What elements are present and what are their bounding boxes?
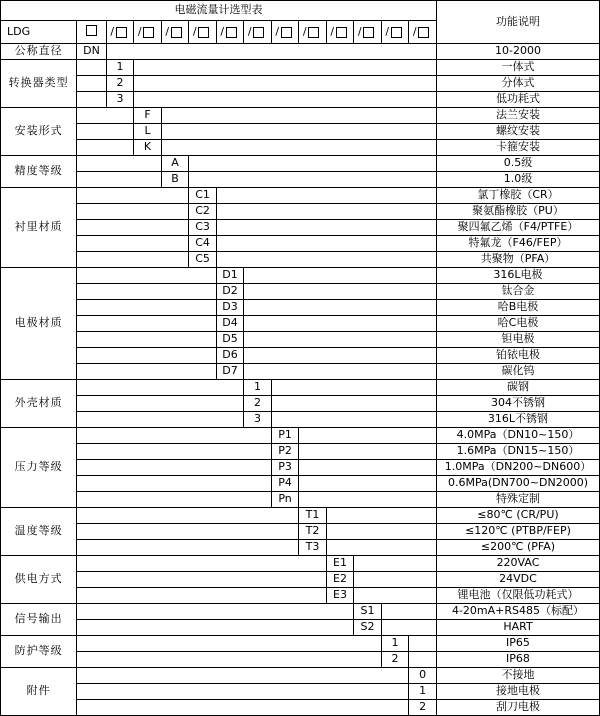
spacer-right <box>244 300 437 316</box>
spacer-right <box>134 60 437 76</box>
category-label: 精度等级 <box>1 156 77 188</box>
spacer-left <box>77 268 217 284</box>
option-description: 聚氨酯橡胶（PU） <box>436 204 599 220</box>
spacer-right <box>161 124 436 140</box>
table-row <box>1 268 600 284</box>
table-row <box>1 684 600 700</box>
option-code[interactable]: S2 <box>354 620 382 636</box>
option-description: IP68 <box>436 652 599 668</box>
code-box[interactable]: / <box>189 21 217 44</box>
table-row <box>1 444 600 460</box>
table-row <box>1 252 600 268</box>
table-row <box>1 108 600 124</box>
spacer-right <box>354 572 437 588</box>
option-code[interactable]: K <box>134 140 162 156</box>
spacer-left <box>77 652 382 668</box>
spacer-left <box>77 364 217 380</box>
option-description: 分体式 <box>436 76 599 92</box>
code-box[interactable]: / <box>106 21 134 44</box>
option-description: 1.6MPa（DN15~150） <box>436 444 599 460</box>
table-header-row <box>1 1 600 21</box>
option-description: 一体式 <box>436 60 599 76</box>
table-row <box>1 524 600 540</box>
table-row <box>1 92 600 108</box>
option-description: 1.0级 <box>436 172 599 188</box>
spacer-left <box>77 92 107 108</box>
table-row <box>1 556 600 572</box>
spacer-left <box>77 172 162 188</box>
spacer-left <box>77 556 327 572</box>
spacer-right <box>216 252 436 268</box>
category-label: 供电方式 <box>1 556 77 604</box>
option-code[interactable]: 3 <box>244 412 272 428</box>
spacer-left <box>77 204 189 220</box>
category-label: 安装形式 <box>1 108 77 156</box>
spacer-left <box>77 220 189 236</box>
table-row <box>1 428 600 444</box>
code-box[interactable]: / <box>299 21 327 44</box>
spacer-left <box>77 508 299 524</box>
option-description: 刮刀电极 <box>436 700 599 716</box>
option-description: 钽电极 <box>436 332 599 348</box>
spacer-right <box>381 620 436 636</box>
table-row <box>1 204 600 220</box>
table-row <box>1 44 600 60</box>
spacer-left <box>77 460 272 476</box>
option-code[interactable]: C4 <box>189 236 217 252</box>
category-label: 外壳材质 <box>1 380 77 428</box>
spacer-left <box>77 60 107 76</box>
spacer-left <box>77 444 272 460</box>
option-description: 304不锈钢 <box>436 396 599 412</box>
option-code[interactable]: D6 <box>216 348 244 364</box>
option-code[interactable]: C1 <box>189 188 217 204</box>
option-code[interactable]: 2 <box>381 652 409 668</box>
spacer-left <box>77 700 409 716</box>
option-description: 10-2000 <box>436 44 599 60</box>
spacer-right <box>326 524 436 540</box>
category-label: 转换器类型 <box>1 60 77 108</box>
spacer-right <box>271 380 436 396</box>
option-description: 低功耗式 <box>436 92 599 108</box>
option-description: 卡箍安装 <box>436 140 599 156</box>
spacer-right <box>216 204 436 220</box>
spacer-right <box>299 460 437 476</box>
spacer-left <box>77 636 382 652</box>
spacer-left <box>77 492 272 508</box>
spacer-right <box>244 268 437 284</box>
spacer-right <box>244 348 437 364</box>
option-code[interactable]: A <box>161 156 189 172</box>
option-description: 316L不锈钢 <box>436 412 599 428</box>
code-box[interactable]: / <box>134 21 162 44</box>
category-label: 附件 <box>1 668 77 716</box>
option-description: 钛合金 <box>436 284 599 300</box>
spacer-right <box>216 236 436 252</box>
option-description: 316L电极 <box>436 268 599 284</box>
option-code[interactable]: E2 <box>326 572 354 588</box>
option-code[interactable]: P2 <box>271 444 299 460</box>
option-code[interactable]: D5 <box>216 332 244 348</box>
table-row <box>1 460 600 476</box>
table-row <box>1 60 600 76</box>
option-description: 哈B电极 <box>436 300 599 316</box>
spacer-right <box>244 332 437 348</box>
option-description: 碳钢 <box>436 380 599 396</box>
option-description: 锂电池（仅限低功耗式） <box>436 588 599 604</box>
spacer-right <box>299 492 437 508</box>
option-description: 特殊定制 <box>436 492 599 508</box>
spacer-right <box>106 44 436 60</box>
spacer-left <box>77 668 409 684</box>
option-description: 共聚物（PFA） <box>436 252 599 268</box>
spacer-left <box>77 284 217 300</box>
table-row <box>1 284 600 300</box>
category-label: 电极材质 <box>1 268 77 380</box>
function-desc-header: 功能说明 <box>436 1 599 44</box>
table-row <box>1 604 600 620</box>
option-code[interactable]: 0 <box>409 668 437 684</box>
option-description: ≤80℃ (CR/PU) <box>436 508 599 524</box>
spacer-right <box>299 444 437 460</box>
option-code[interactable]: P4 <box>271 476 299 492</box>
spacer-left <box>77 252 189 268</box>
table-row <box>1 140 600 156</box>
code-box[interactable] <box>77 21 107 44</box>
option-code[interactable]: C3 <box>189 220 217 236</box>
option-code[interactable]: DN <box>77 44 107 60</box>
option-description: 碳化钨 <box>436 364 599 380</box>
spacer-left <box>77 188 189 204</box>
option-description: 铂铱电极 <box>436 348 599 364</box>
spacer-left <box>77 476 272 492</box>
category-label: 公称直径 <box>1 44 77 60</box>
table-row <box>1 700 600 716</box>
spacer-left <box>77 348 217 364</box>
table-row <box>1 540 600 556</box>
table-row <box>1 588 600 604</box>
table-row <box>1 332 600 348</box>
option-code[interactable]: 3 <box>106 92 134 108</box>
option-code[interactable]: 2 <box>409 700 437 716</box>
spacer-right <box>189 172 437 188</box>
option-description: 聚四氟乙烯（F4/PTFE） <box>436 220 599 236</box>
table-row <box>1 508 600 524</box>
table-row <box>1 620 600 636</box>
spacer-right <box>189 156 437 172</box>
table-row <box>1 156 600 172</box>
option-code[interactable]: D7 <box>216 364 244 380</box>
code-box[interactable]: / <box>161 21 189 44</box>
option-description: 1.0MPa（DN200~DN600） <box>436 460 599 476</box>
category-label: 温度等级 <box>1 508 77 556</box>
option-code[interactable]: L <box>134 124 162 140</box>
table-body <box>1 1 600 716</box>
model-prefix: LDG <box>1 21 77 44</box>
spacer-left <box>77 108 134 124</box>
spacer-right <box>326 508 436 524</box>
spacer-right <box>216 188 436 204</box>
option-code[interactable]: C5 <box>189 252 217 268</box>
option-description: 0.6MPa(DN700~DN2000) <box>436 476 599 492</box>
spacer-right <box>244 364 437 380</box>
spacer-right <box>134 76 437 92</box>
option-description: 4-20mA+RS485（标配） <box>436 604 599 620</box>
code-box[interactable]: / <box>354 21 382 44</box>
code-box[interactable]: / <box>244 21 272 44</box>
spacer-left <box>77 428 272 444</box>
spacer-right <box>161 108 436 124</box>
table-row <box>1 220 600 236</box>
table-title: 电磁流量计选型表 <box>1 1 437 21</box>
spacer-left <box>77 76 107 92</box>
table-row <box>1 572 600 588</box>
option-description: 220VAC <box>436 556 599 572</box>
spacer-left <box>77 604 354 620</box>
table-row <box>1 172 600 188</box>
table-row <box>1 364 600 380</box>
option-code[interactable]: T2 <box>299 524 327 540</box>
code-box[interactable]: / <box>216 21 244 44</box>
option-description: 螺纹安装 <box>436 124 599 140</box>
option-code[interactable]: 1 <box>381 636 409 652</box>
spacer-left <box>77 412 244 428</box>
option-code[interactable]: 2 <box>106 76 134 92</box>
option-description: 法兰安装 <box>436 108 599 124</box>
option-code[interactable]: 1 <box>409 684 437 700</box>
option-description: 氯丁橡胶（CR） <box>436 188 599 204</box>
spacer-right <box>409 636 437 652</box>
option-description: IP65 <box>436 636 599 652</box>
option-code[interactable]: D3 <box>216 300 244 316</box>
spacer-left <box>77 572 327 588</box>
category-label: 防护等级 <box>1 636 77 668</box>
spacer-left <box>77 300 217 316</box>
table-row <box>1 396 600 412</box>
spacer-left <box>77 524 299 540</box>
option-code[interactable]: D2 <box>216 284 244 300</box>
option-description: 不接地 <box>436 668 599 684</box>
spacer-right <box>216 220 436 236</box>
spacer-right <box>409 652 437 668</box>
option-description: 特氟龙（F46/FEP） <box>436 236 599 252</box>
spacer-right <box>271 396 436 412</box>
option-code[interactable]: E1 <box>326 556 354 572</box>
category-label: 衬里材质 <box>1 188 77 268</box>
option-code[interactable]: Pn <box>271 492 299 508</box>
table-row <box>1 236 600 252</box>
spacer-right <box>271 412 436 428</box>
table-row <box>1 188 600 204</box>
option-description: 24VDC <box>436 572 599 588</box>
table-row <box>1 124 600 140</box>
table-row <box>1 380 600 396</box>
spacer-right <box>326 540 436 556</box>
option-code[interactable]: B <box>161 172 189 188</box>
table-row <box>1 76 600 92</box>
option-code[interactable]: 2 <box>244 396 272 412</box>
option-description: 4.0MPa（DN10~150） <box>436 428 599 444</box>
option-description: 接地电极 <box>436 684 599 700</box>
spacer-right <box>299 476 437 492</box>
option-code[interactable]: 1 <box>106 60 134 76</box>
option-description: ≤200℃ (PFA) <box>436 540 599 556</box>
spacer-left <box>77 236 189 252</box>
option-code[interactable]: P1 <box>271 428 299 444</box>
table-row <box>1 348 600 364</box>
option-code[interactable]: F <box>134 108 162 124</box>
table-row <box>1 636 600 652</box>
spacer-left <box>77 124 134 140</box>
option-code[interactable]: E3 <box>326 588 354 604</box>
spacer-left <box>77 140 134 156</box>
category-label: 信号输出 <box>1 604 77 636</box>
spacer-right <box>354 556 437 572</box>
option-description: HART <box>436 620 599 636</box>
spacer-left <box>77 540 299 556</box>
table-row <box>1 668 600 684</box>
spacer-left <box>77 316 217 332</box>
option-code[interactable]: P3 <box>271 460 299 476</box>
spacer-left <box>77 396 244 412</box>
option-code[interactable]: D4 <box>216 316 244 332</box>
spacer-right <box>161 140 436 156</box>
option-description: 0.5级 <box>436 156 599 172</box>
table-row <box>1 476 600 492</box>
code-box[interactable]: / <box>271 21 299 44</box>
table-row <box>1 300 600 316</box>
table-row <box>1 652 600 668</box>
spacer-right <box>134 92 437 108</box>
code-box[interactable]: / <box>409 21 437 44</box>
table-row <box>1 412 600 428</box>
option-description: ≤120℃ (PTBP/FEP) <box>436 524 599 540</box>
code-box[interactable]: / <box>381 21 409 44</box>
option-code[interactable]: C2 <box>189 204 217 220</box>
spacer-left <box>77 588 327 604</box>
option-code[interactable]: T1 <box>299 508 327 524</box>
spacer-left <box>77 684 409 700</box>
category-label: 压力等级 <box>1 428 77 508</box>
spacer-left <box>77 156 162 172</box>
table-row <box>1 316 600 332</box>
spacer-right <box>354 588 437 604</box>
option-code[interactable]: D1 <box>216 268 244 284</box>
code-box[interactable]: / <box>326 21 354 44</box>
spacer-right <box>299 428 437 444</box>
option-code[interactable]: 1 <box>244 380 272 396</box>
spacer-right <box>244 284 437 300</box>
spacer-right <box>381 604 436 620</box>
spacer-left <box>77 332 217 348</box>
spacer-left <box>77 380 244 396</box>
option-code[interactable]: S1 <box>354 604 382 620</box>
option-code[interactable]: T3 <box>299 540 327 556</box>
option-description: 哈C电极 <box>436 316 599 332</box>
table-row <box>1 492 600 508</box>
spacer-left <box>77 620 354 636</box>
spacer-right <box>244 316 437 332</box>
